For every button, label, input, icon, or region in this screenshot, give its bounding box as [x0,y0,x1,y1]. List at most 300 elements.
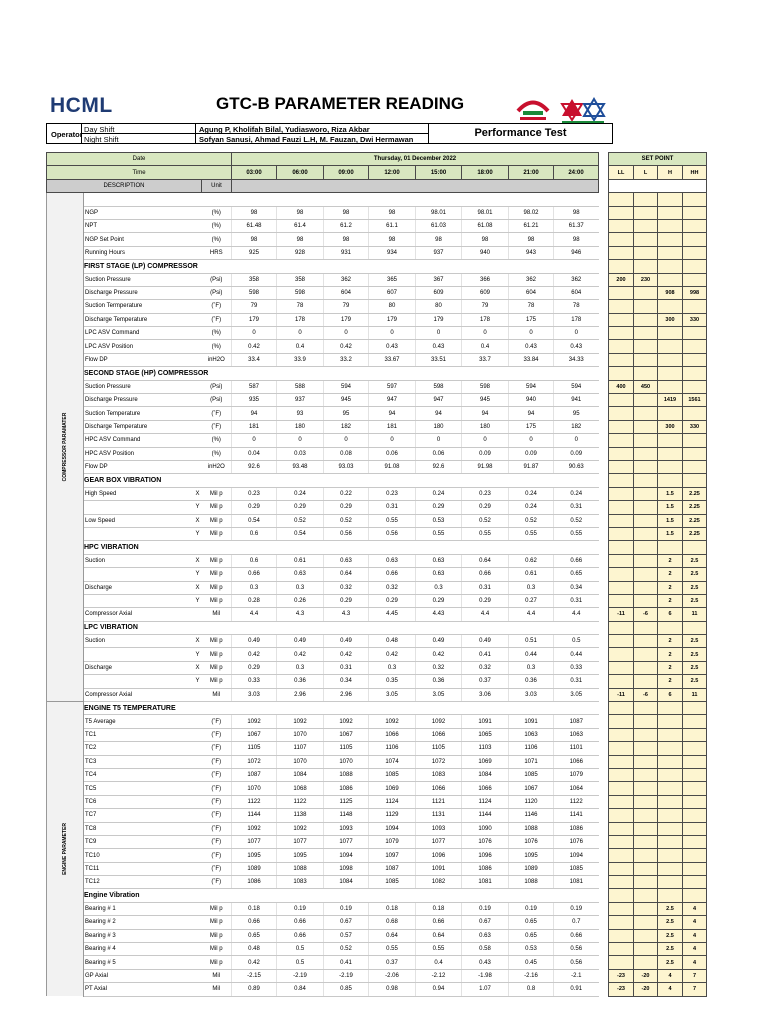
parameter-name: NGP Set Point [84,233,194,246]
value-cell: 0.08 [324,447,369,460]
set-point-cell: -20 [634,969,658,982]
parameter-name: Bearing # 4 [84,943,194,956]
value-cell: 4.4 [509,608,554,621]
set-point-cell: 400 [609,380,634,393]
value-cell: 0.09 [509,447,554,460]
night-shift-names: Sofyan Sanusi, Ahmad Fauzi L.H, M. Fauzan, Dwi Hermawan [199,135,414,144]
parameter-table [46,152,707,997]
value-cell: 61.48 [232,219,277,232]
value-cell: 0.31 [554,675,599,688]
value-cell: 0.43 [462,956,509,969]
set-point-cell: 2.5 [683,594,707,607]
value-cell: 1092 [416,715,462,728]
value-cell: 0.65 [509,929,554,942]
set-point-cell [609,541,634,554]
set-point-cell: 330 [683,313,707,326]
value-cell: 0 [416,327,462,340]
value-cell: 0.33 [554,661,599,674]
value-cell: 98 [554,233,599,246]
set-point-cell: 2.5 [658,902,683,915]
set-point-cell: 330 [683,420,707,433]
parameter-name: TC5 [84,782,194,795]
parameter-name [84,675,194,688]
partner-logo-1 [514,96,552,124]
value-cell: -1.98 [462,969,509,982]
set-point-cell [634,554,658,567]
date-row [47,153,707,166]
value-cell: 1124 [369,795,416,808]
set-point-cell: -11 [609,688,634,701]
value-cell: 1085 [369,768,416,781]
parameter-name [84,501,194,514]
value-cell: 98 [277,206,324,219]
value-cell: 1084 [277,768,324,781]
value-cell: 925 [232,246,277,259]
day-shift-label: Day Shift [84,125,115,134]
value-cell: 0.23 [369,487,416,500]
value-cell: 362 [554,273,599,286]
section-title: LPC VIBRATION [84,621,599,634]
value-cell: 1076 [462,835,509,848]
table-row [47,219,707,232]
value-cell: 0.91 [554,983,599,996]
value-cell: 179 [369,313,416,326]
value-cell: 33.67 [369,353,416,366]
value-cell: 1069 [462,755,509,768]
set-point-cell [609,702,634,715]
value-cell: 604 [554,286,599,299]
set-point-cell [658,353,683,366]
value-cell: 1144 [462,809,509,822]
value-cell: 365 [369,273,416,286]
value-cell: 0.66 [416,916,462,929]
value-cell: 1090 [462,822,509,835]
set-point-cell [634,929,658,942]
axis-label [194,728,202,741]
axis-label: Y [194,568,202,581]
set-point-cell [683,327,707,340]
set-point-cell [634,246,658,259]
axis-label [194,447,202,460]
value-cell: 0.51 [509,635,554,648]
value-cell: 0.23 [462,487,509,500]
value-cell: 1066 [462,782,509,795]
time-header: 21:00 [509,166,554,179]
value-cell: 1082 [416,876,462,889]
value-cell: 0.45 [509,956,554,969]
axis-label [194,340,202,353]
unit-cell: Mil p [202,527,232,540]
value-cell: 0.48 [369,635,416,648]
set-point-cell [609,835,634,848]
set-point-cell: 2 [658,675,683,688]
unit-cell: Mil [202,688,232,701]
set-point-cell [683,768,707,781]
value-cell: 0.24 [554,487,599,500]
value-cell: 0 [509,327,554,340]
value-cell: 2.96 [324,688,369,701]
set-point-cell [658,273,683,286]
value-cell: 1148 [324,809,369,822]
unit-cell: Mil p [202,487,232,500]
value-cell: 0.56 [554,956,599,969]
value-cell: 0.63 [416,568,462,581]
unit-cell: Mil p [202,661,232,674]
section-row [47,260,707,273]
value-cell: 0.33 [232,675,277,688]
set-point-cell: 1419 [658,394,683,407]
value-cell: 3.06 [462,688,509,701]
value-cell: 1071 [509,755,554,768]
set-point-cell [683,206,707,219]
parameter-name: Bearing # 2 [84,916,194,929]
set-point-cell [658,715,683,728]
value-cell: 0.63 [277,568,324,581]
value-cell: 94 [462,407,509,420]
set-point-cell [634,795,658,808]
value-cell: 609 [462,286,509,299]
value-cell: 1086 [554,822,599,835]
parameter-name: T5 Average [84,715,194,728]
set-point-cell: 1.5 [658,514,683,527]
value-cell: 0.63 [416,554,462,567]
axis-label [194,608,202,621]
set-point-cell [683,460,707,473]
set-point-cell [658,822,683,835]
value-cell: 0.34 [554,581,599,594]
set-point-cell [634,648,658,661]
value-cell: 0.66 [277,929,324,942]
set-point-cell: 2.5 [683,661,707,674]
set-point-cell [609,876,634,889]
value-cell: 607 [369,286,416,299]
axis-label [194,327,202,340]
value-cell: 1067 [232,728,277,741]
value-cell: 1070 [324,755,369,768]
value-cell: 0.54 [277,527,324,540]
set-point-cell [658,862,683,875]
axis-label [194,460,202,473]
unit-cell: Mil p [202,675,232,688]
unit-cell: (˚F) [202,755,232,768]
value-cell: 0.29 [232,501,277,514]
value-cell: 1084 [324,876,369,889]
table-row [47,782,707,795]
table-row [47,943,707,956]
unit-cell: (Psi) [202,273,232,286]
set-point-cell [609,313,634,326]
compressor-side-label [47,193,84,702]
set-point-cell: 2 [658,581,683,594]
value-cell: 3.05 [369,688,416,701]
set-point-cell [609,715,634,728]
value-cell: 0.09 [462,447,509,460]
unit-cell: (˚F) [202,849,232,862]
set-point-cell [658,434,683,447]
parameter-name: Bearing # 5 [84,956,194,969]
unit-cell: (Psi) [202,394,232,407]
set-point-cell: 2.5 [683,568,707,581]
value-cell: 0.18 [369,902,416,915]
value-cell: -2.1 [554,969,599,982]
parameter-name: Compressor Axial [84,688,194,701]
set-point-cell [609,621,634,634]
axis-label [194,742,202,755]
value-cell: 0 [369,434,416,447]
set-point-cell: 4 [683,956,707,969]
value-cell: 0.49 [324,635,369,648]
set-point-cell [634,661,658,674]
value-cell: 0.63 [369,554,416,567]
value-cell: 1087 [369,862,416,875]
value-cell: 0.42 [232,956,277,969]
value-cell: 1077 [416,835,462,848]
parameter-name: LPC ASV Position [84,340,194,353]
table-row [47,929,707,942]
set-point-cell [634,367,658,380]
time-header: 24:00 [554,166,599,179]
axis-label [194,929,202,942]
value-cell: 0.27 [509,594,554,607]
table-row [47,394,707,407]
value-cell: 0.48 [232,943,277,956]
value-cell: 1084 [462,768,509,781]
value-cell: 358 [277,273,324,286]
table-row [47,956,707,969]
value-cell: 0.24 [509,487,554,500]
set-point-cell [634,527,658,540]
set-point-cell [658,728,683,741]
value-cell: 0.42 [277,648,324,661]
value-cell: 1087 [232,768,277,781]
set-point-cell [658,876,683,889]
set-point-cell [609,902,634,915]
section-title: SECOND STAGE (HP) COMPRESSOR [84,367,599,380]
table-row [47,648,707,661]
value-cell: 0.55 [462,527,509,540]
set-point-cell [683,849,707,862]
unit-cell: (˚F) [202,876,232,889]
set-point-cell [658,327,683,340]
value-cell: 0 [554,327,599,340]
set-point-cell [634,755,658,768]
parameter-name: Compressor Axial [84,608,194,621]
set-point-cell [609,849,634,862]
value-cell: 367 [416,273,462,286]
time-header: 18:00 [462,166,509,179]
value-cell: 931 [324,246,369,259]
set-point-cell [609,447,634,460]
value-cell: 1086 [324,782,369,795]
set-point-cell [683,782,707,795]
value-cell: 0.18 [416,902,462,915]
value-cell: -2.16 [509,969,554,982]
value-cell: 0.84 [277,983,324,996]
parameter-name: Flow DP [84,460,194,473]
axis-label: Y [194,675,202,688]
parameter-name: Suction Pressure [84,273,194,286]
value-cell: 0.23 [232,487,277,500]
set-point-cell: 4 [658,969,683,982]
set-point-cell [634,702,658,715]
set-point-cell [634,327,658,340]
partner-logo-2 [558,96,608,124]
axis-label [194,286,202,299]
axis-label [194,688,202,701]
set-point-cell [683,889,707,902]
parameter-name: Low Speed [84,514,194,527]
section-row [47,367,707,380]
value-cell: 0.65 [509,916,554,929]
value-cell: 1129 [369,809,416,822]
test-type-label: Performance Test [428,123,613,144]
value-cell: 0.64 [324,568,369,581]
table-row [47,742,707,755]
set-point-cell [683,380,707,393]
table-row [47,420,707,433]
value-cell: 0.3 [509,581,554,594]
value-cell: 180 [277,420,324,433]
set-point-cell [609,460,634,473]
day-shift-names: Agung P, Kholifah Bilal, Yudiasworo, Riza Akbar [199,125,370,134]
value-cell: 33.84 [509,353,554,366]
value-cell: 604 [509,286,554,299]
set-point-cell: 2.5 [658,916,683,929]
value-cell: 0 [462,327,509,340]
value-cell: 0 [277,327,324,340]
table-row [47,862,707,875]
axis-label [194,420,202,433]
parameter-name [84,648,194,661]
value-cell: 1092 [277,715,324,728]
value-cell: 93.48 [277,460,324,473]
parameter-name [84,568,194,581]
value-cell: 4.4 [554,608,599,621]
value-cell: 3.05 [416,688,462,701]
set-point-cell: 2.25 [683,527,707,540]
value-cell: 0.36 [277,675,324,688]
table-row [47,206,707,219]
value-cell: 0.3 [416,581,462,594]
value-cell: 61.08 [462,219,509,232]
axis-label: X [194,487,202,500]
set-point-cell [609,929,634,942]
set-point-cell: -6 [634,688,658,701]
unit-cell: (˚F) [202,715,232,728]
set-point-cell [683,300,707,313]
value-cell: 93 [277,407,324,420]
set-point-cell [609,581,634,594]
set-point-cell [658,474,683,487]
set-point-cell [609,260,634,273]
set-point-cell: 2.5 [683,648,707,661]
unit-cell: Mil p [202,635,232,648]
table-row [47,233,707,246]
set-point-cell [634,514,658,527]
value-cell: 0 [232,434,277,447]
parameter-name: Discharge Temperature [84,313,194,326]
set-point-cell: 2.25 [683,487,707,500]
value-cell: 0.56 [554,943,599,956]
value-cell: 0.55 [509,527,554,540]
value-cell: 3.03 [232,688,277,701]
axis-label [194,219,202,232]
parameter-name: NPT [84,219,194,232]
unit-cell: (˚F) [202,407,232,420]
unit-cell: inH2O [202,353,232,366]
value-cell: 79 [232,300,277,313]
value-cell: 179 [232,313,277,326]
set-point-col-ll: LL [609,166,634,179]
value-cell: 98 [232,233,277,246]
value-cell: 0.42 [324,340,369,353]
value-cell: 61.03 [416,219,462,232]
set-point-cell [634,635,658,648]
unit-cell: (˚F) [202,782,232,795]
value-cell: 4.4 [462,608,509,621]
parameter-name: HPC ASV Position [84,447,194,460]
value-cell: 0.29 [232,661,277,674]
value-cell: 0.31 [554,501,599,514]
unit-cell: Mil p [202,956,232,969]
set-point-cell: 4 [683,916,707,929]
set-point-cell [683,715,707,728]
value-cell: 0.43 [369,340,416,353]
value-cell: 1089 [232,862,277,875]
value-cell: 937 [416,246,462,259]
axis-label: X [194,554,202,567]
value-cell: 587 [232,380,277,393]
value-cell: 61.1 [369,219,416,232]
value-cell: 594 [324,380,369,393]
table-row [47,675,707,688]
value-cell: 1105 [232,742,277,755]
value-cell: 0.52 [324,514,369,527]
value-cell: 61.2 [324,219,369,232]
value-cell: 91.98 [462,460,509,473]
value-cell: 0.61 [509,568,554,581]
value-cell: 0.55 [554,527,599,540]
value-cell: 0.43 [509,340,554,353]
unit-cell: Mil [202,969,232,982]
value-cell: 1085 [554,862,599,875]
set-point-col-l: L [634,166,658,179]
value-cell: 0.64 [462,554,509,567]
set-point-cell [609,728,634,741]
axis-label: Y [194,527,202,540]
value-cell: 4.3 [277,608,324,621]
parameter-name: TC12 [84,876,194,889]
value-cell: 0.3 [509,661,554,674]
value-cell: 98.01 [416,206,462,219]
set-point-cell: 6 [658,688,683,701]
unit-cell: (˚F) [202,862,232,875]
value-cell: 0 [416,434,462,447]
value-cell: 4.3 [324,608,369,621]
section-row [47,702,707,715]
value-cell: 0.52 [462,514,509,527]
value-cell: 0.19 [324,902,369,915]
axis-label [194,782,202,795]
set-point-cell [658,206,683,219]
value-cell: 93.03 [324,460,369,473]
value-cell: 61.4 [277,219,324,232]
value-cell: 1105 [324,742,369,755]
value-cell: 1093 [324,822,369,835]
value-cell: 1066 [369,728,416,741]
value-cell: 0.29 [324,594,369,607]
unit-cell: Mil p [202,648,232,661]
